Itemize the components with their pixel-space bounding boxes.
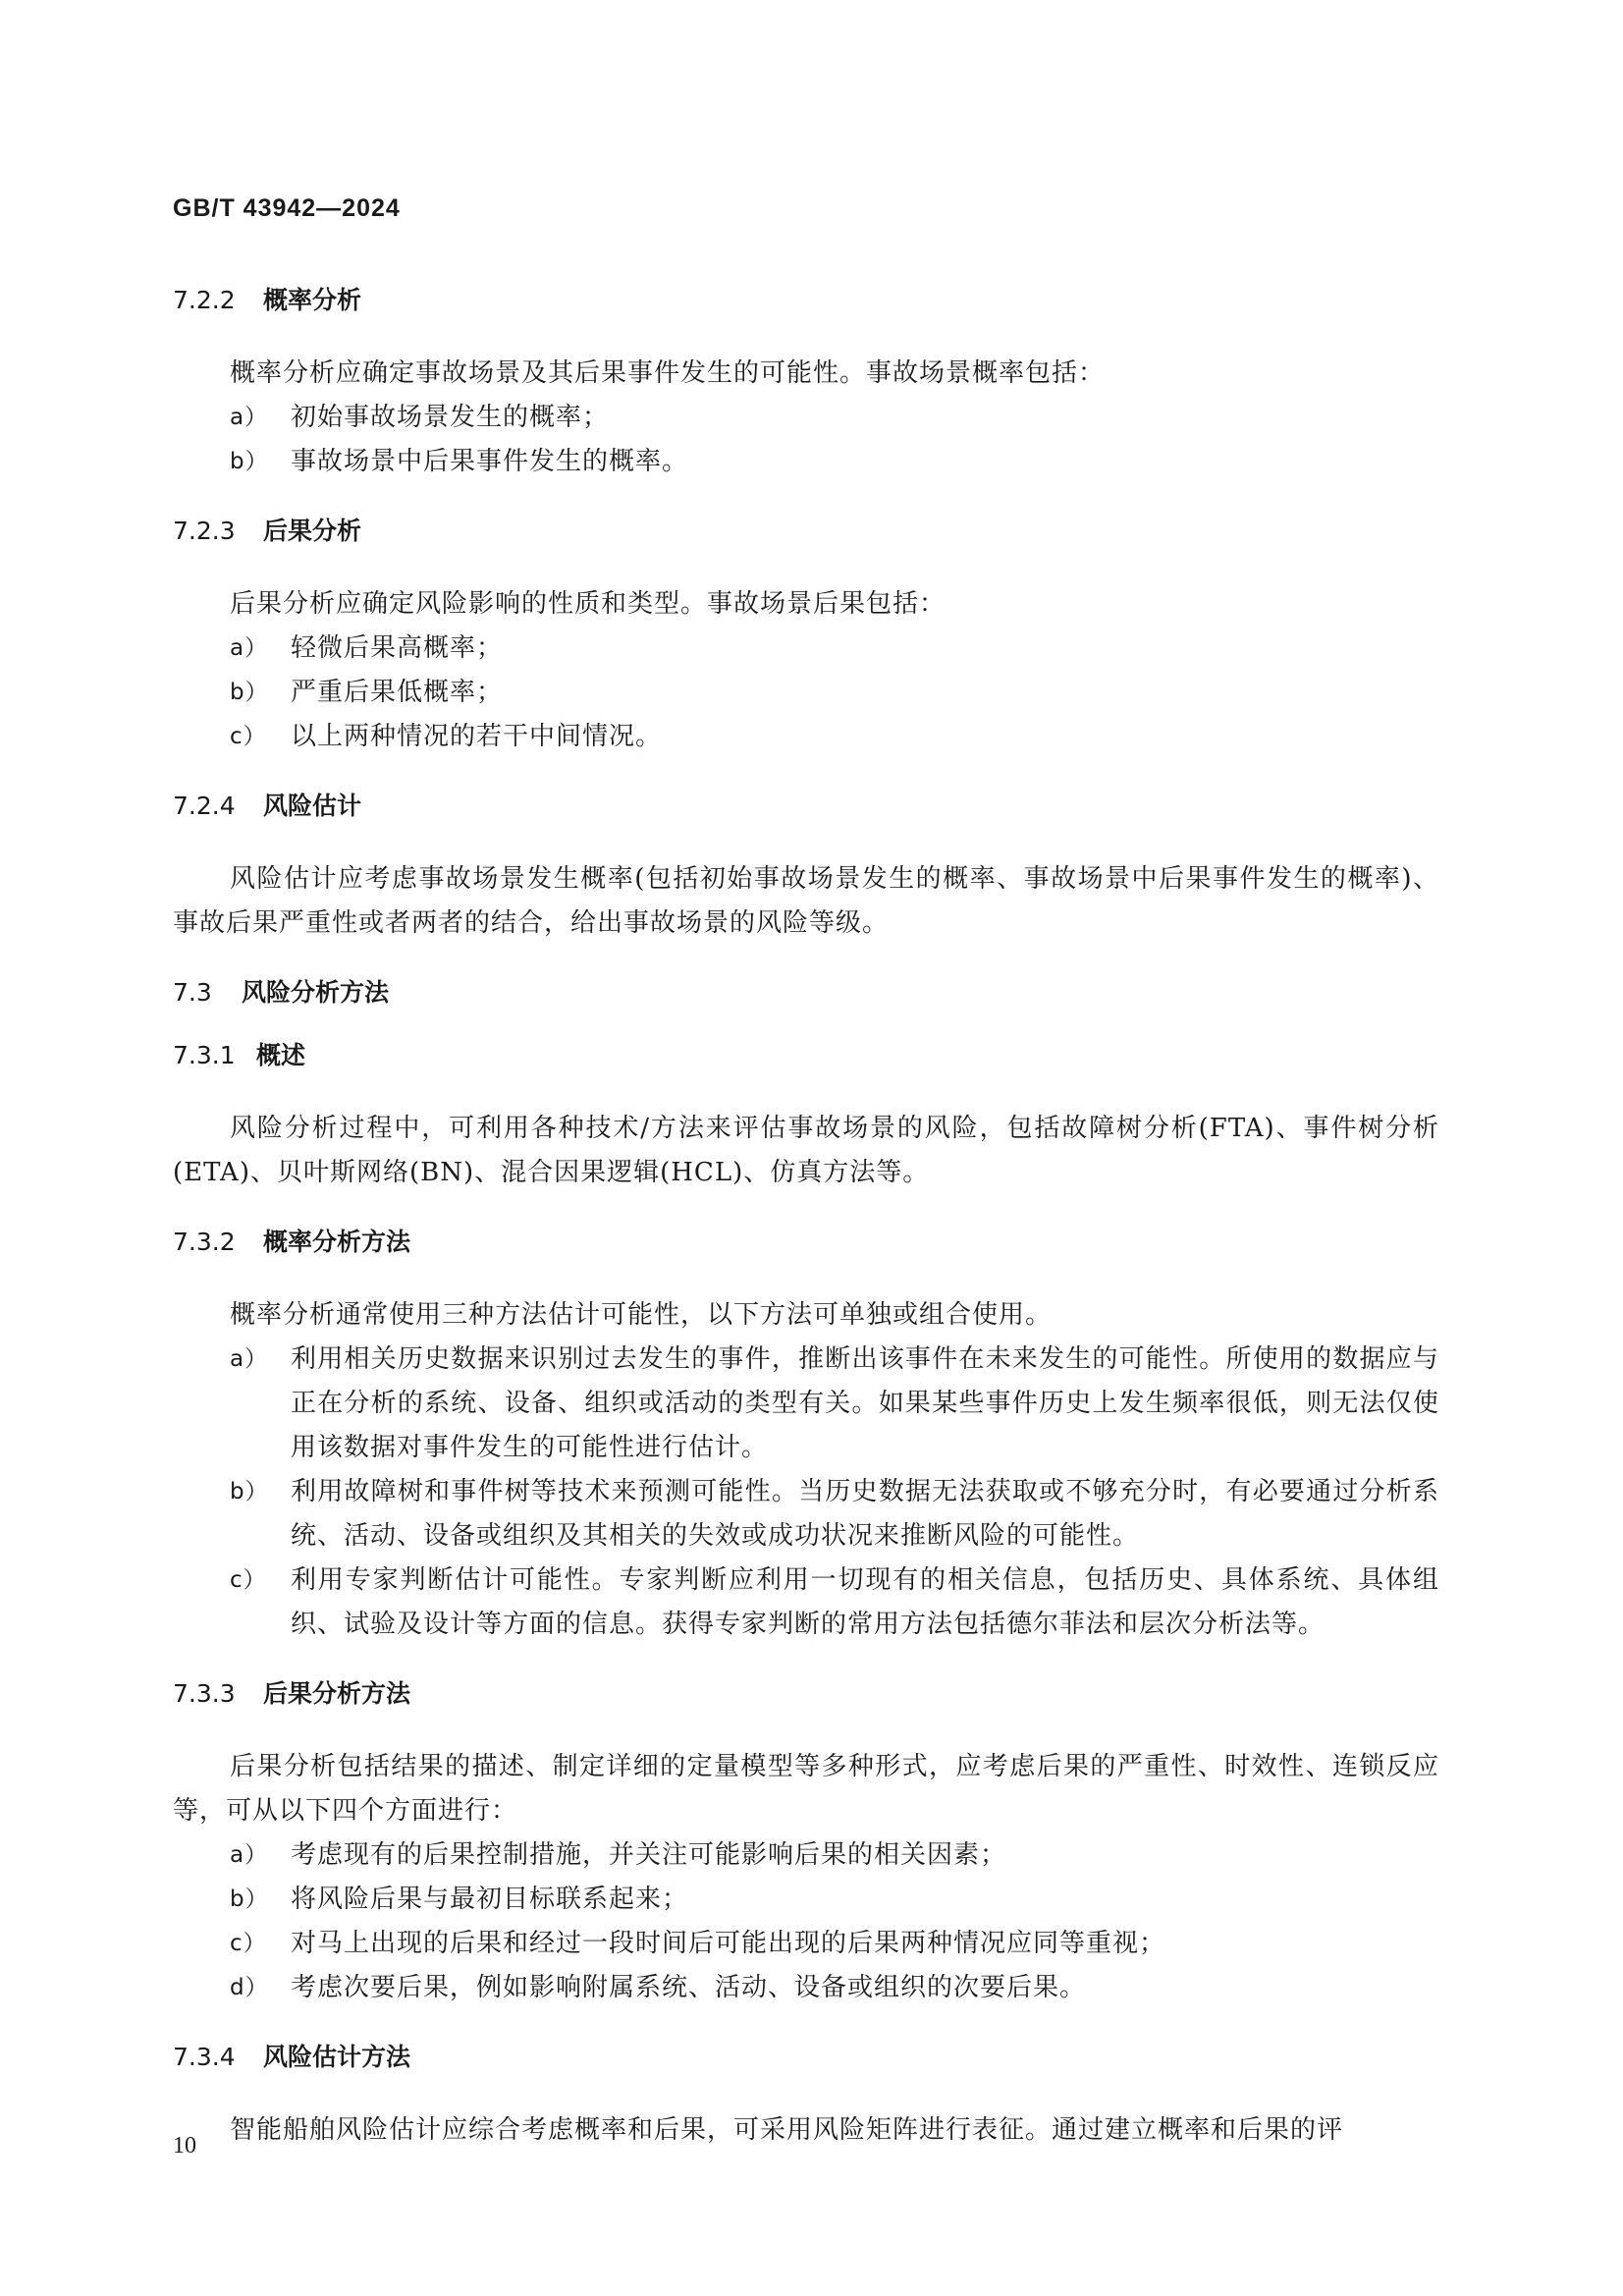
section-heading-7-2-4 [173,791,1439,822]
standard-code: GB/T 43942—2024 [173,194,401,222]
section-heading-7-2-3 [173,516,1439,547]
paragraph: 概率分析通常使用三种方法估计可能性，以下方法可单独或组合使用。 [230,1300,1053,1330]
list-text: 考虑次要后果，例如影响附属系统、活动、设备或组织的次要后果。 [291,1973,1087,2002]
page-number: 10 [173,2133,196,2159]
list-label: c） [230,724,267,749]
list-text: 利用故障树和事件树等技术来预测可能性。当历史数据无法获取或不够充分时，有必要通过分析系统、活动、设备或组织及其相关的失效或成功状况来推断风险的可能性。 [291,1477,1439,1551]
list-item [173,715,1439,759]
list-label: a） [230,1346,269,1372]
section-number: 7.3 [173,978,212,1007]
list-text: 事故场景中后果事件发生的概率。 [291,447,689,476]
section-title: 概率分析 [263,286,362,314]
list-item [173,1338,1439,1470]
list-text: 利用专家判断估计可能性。专家判断应利用一切现有的相关信息，包括历史、具体系统、具体组织、试验及设计等方面的信息。获得专家判断的常用方法包括德尔菲法和层次分析法等。 [291,1565,1439,1639]
section-number: 7.3.1 [173,1041,236,1069]
list-label: a） [230,405,269,430]
list-text: 对马上出现的后果和经过一段时间后可能出现的后果两种情况应同等重视； [291,1929,1166,1958]
list-item [173,396,1439,440]
list-text: 初始事故场景发生的概率； [291,403,610,432]
paragraph: 智能船舶风险估计应综合考虑概率和后果，可采用风险矩阵进行表征。通过建立概率和后果的评 [230,2115,1344,2145]
section-heading-7-2-2 [173,285,1439,316]
list-item [173,627,1439,671]
list-label: b） [230,680,269,705]
list-item [173,1470,1439,1558]
paragraph: 后果分析包括结果的描述、制定详细的定量模型等多种形式，应考虑后果的严重性、时效性、连锁反应等，可从以下四个方面进行： [173,1752,1439,1826]
list-item [173,1922,1439,1966]
list-item [173,440,1439,484]
list-label: d） [230,1975,269,2000]
list-text: 严重后果低概率； [291,678,504,707]
list-label: b） [230,1886,269,1912]
list-item [173,1966,1439,2010]
list-item [173,1878,1439,1922]
list-label: b） [230,449,269,474]
list-item [173,671,1439,715]
section-heading-7-3-4 [173,2042,1439,2073]
list-text: 以上两种情况的若干中间情况。 [291,722,663,751]
list-label: a） [230,1842,269,1868]
section-title: 后果分析方法 [263,1679,411,1708]
section-number: 7.2.3 [173,517,236,545]
section-title: 风险估计 [263,792,362,820]
paragraph: 概率分析应确定事故场景及其后果事件发生的可能性。事故场景概率包括： [230,358,1106,388]
list-text: 利用相关历史数据来识别过去发生的事件，推断出该事件在未来发生的可能性。所使用的数据应与正在分析的系统、设备、组织或活动的类型有关。如果某些事件历史上发生频率很低，则无法仅使用该数据对事件发生的可能性进行估计。 [291,1344,1439,1462]
list-item [173,1833,1439,1878]
section-title: 后果分析 [263,517,362,545]
paragraph: 风险分析过程中，可利用各种技术/方法来评估事故场景的风险，包括故障树分析(FTA)、事件树分析(ETA)、贝叶斯网络(BN)、混合因果逻辑(HCL)、仿真方法等。 [173,1114,1439,1187]
section-heading-7-3-2 [173,1227,1439,1258]
list-text: 轻微后果高概率； [291,633,504,663]
section-number: 7.2.2 [173,286,236,314]
paragraph: 后果分析应确定风险影响的性质和类型。事故场景后果包括： [230,589,947,619]
list-text: 考虑现有的后果控制措施，并关注可能影响后果的相关因素； [291,1840,1007,1870]
paragraph: 风险估计应考虑事故场景发生概率(包括初始事故场景发生的概率、事故场景中后果事件发生的概率)、事故后果严重性或者两者的结合，给出事故场景的风险等级。 [173,864,1439,938]
section-heading-7-3 [173,977,1439,1009]
list-text: 将风险后果与最初目标联系起来； [291,1885,689,1914]
list-label: a） [230,635,269,661]
list-label: b） [230,1479,269,1504]
section-number: 7.2.4 [173,792,236,820]
section-title: 风险估计方法 [263,2043,411,2071]
section-number: 7.3.3 [173,1679,236,1708]
section-title: 概述 [256,1041,306,1069]
page-content [173,285,1439,2153]
list-label: c） [230,1931,267,1956]
list-item [173,1558,1439,1647]
list-label: c） [230,1567,267,1593]
section-title: 概率分析方法 [263,1228,411,1256]
section-heading-7-3-3 [173,1678,1439,1710]
section-title: 风险分析方法 [242,978,390,1007]
section-number: 7.3.2 [173,1228,236,1256]
section-number: 7.3.4 [173,2043,236,2071]
section-heading-7-3-1 [173,1040,1439,1071]
